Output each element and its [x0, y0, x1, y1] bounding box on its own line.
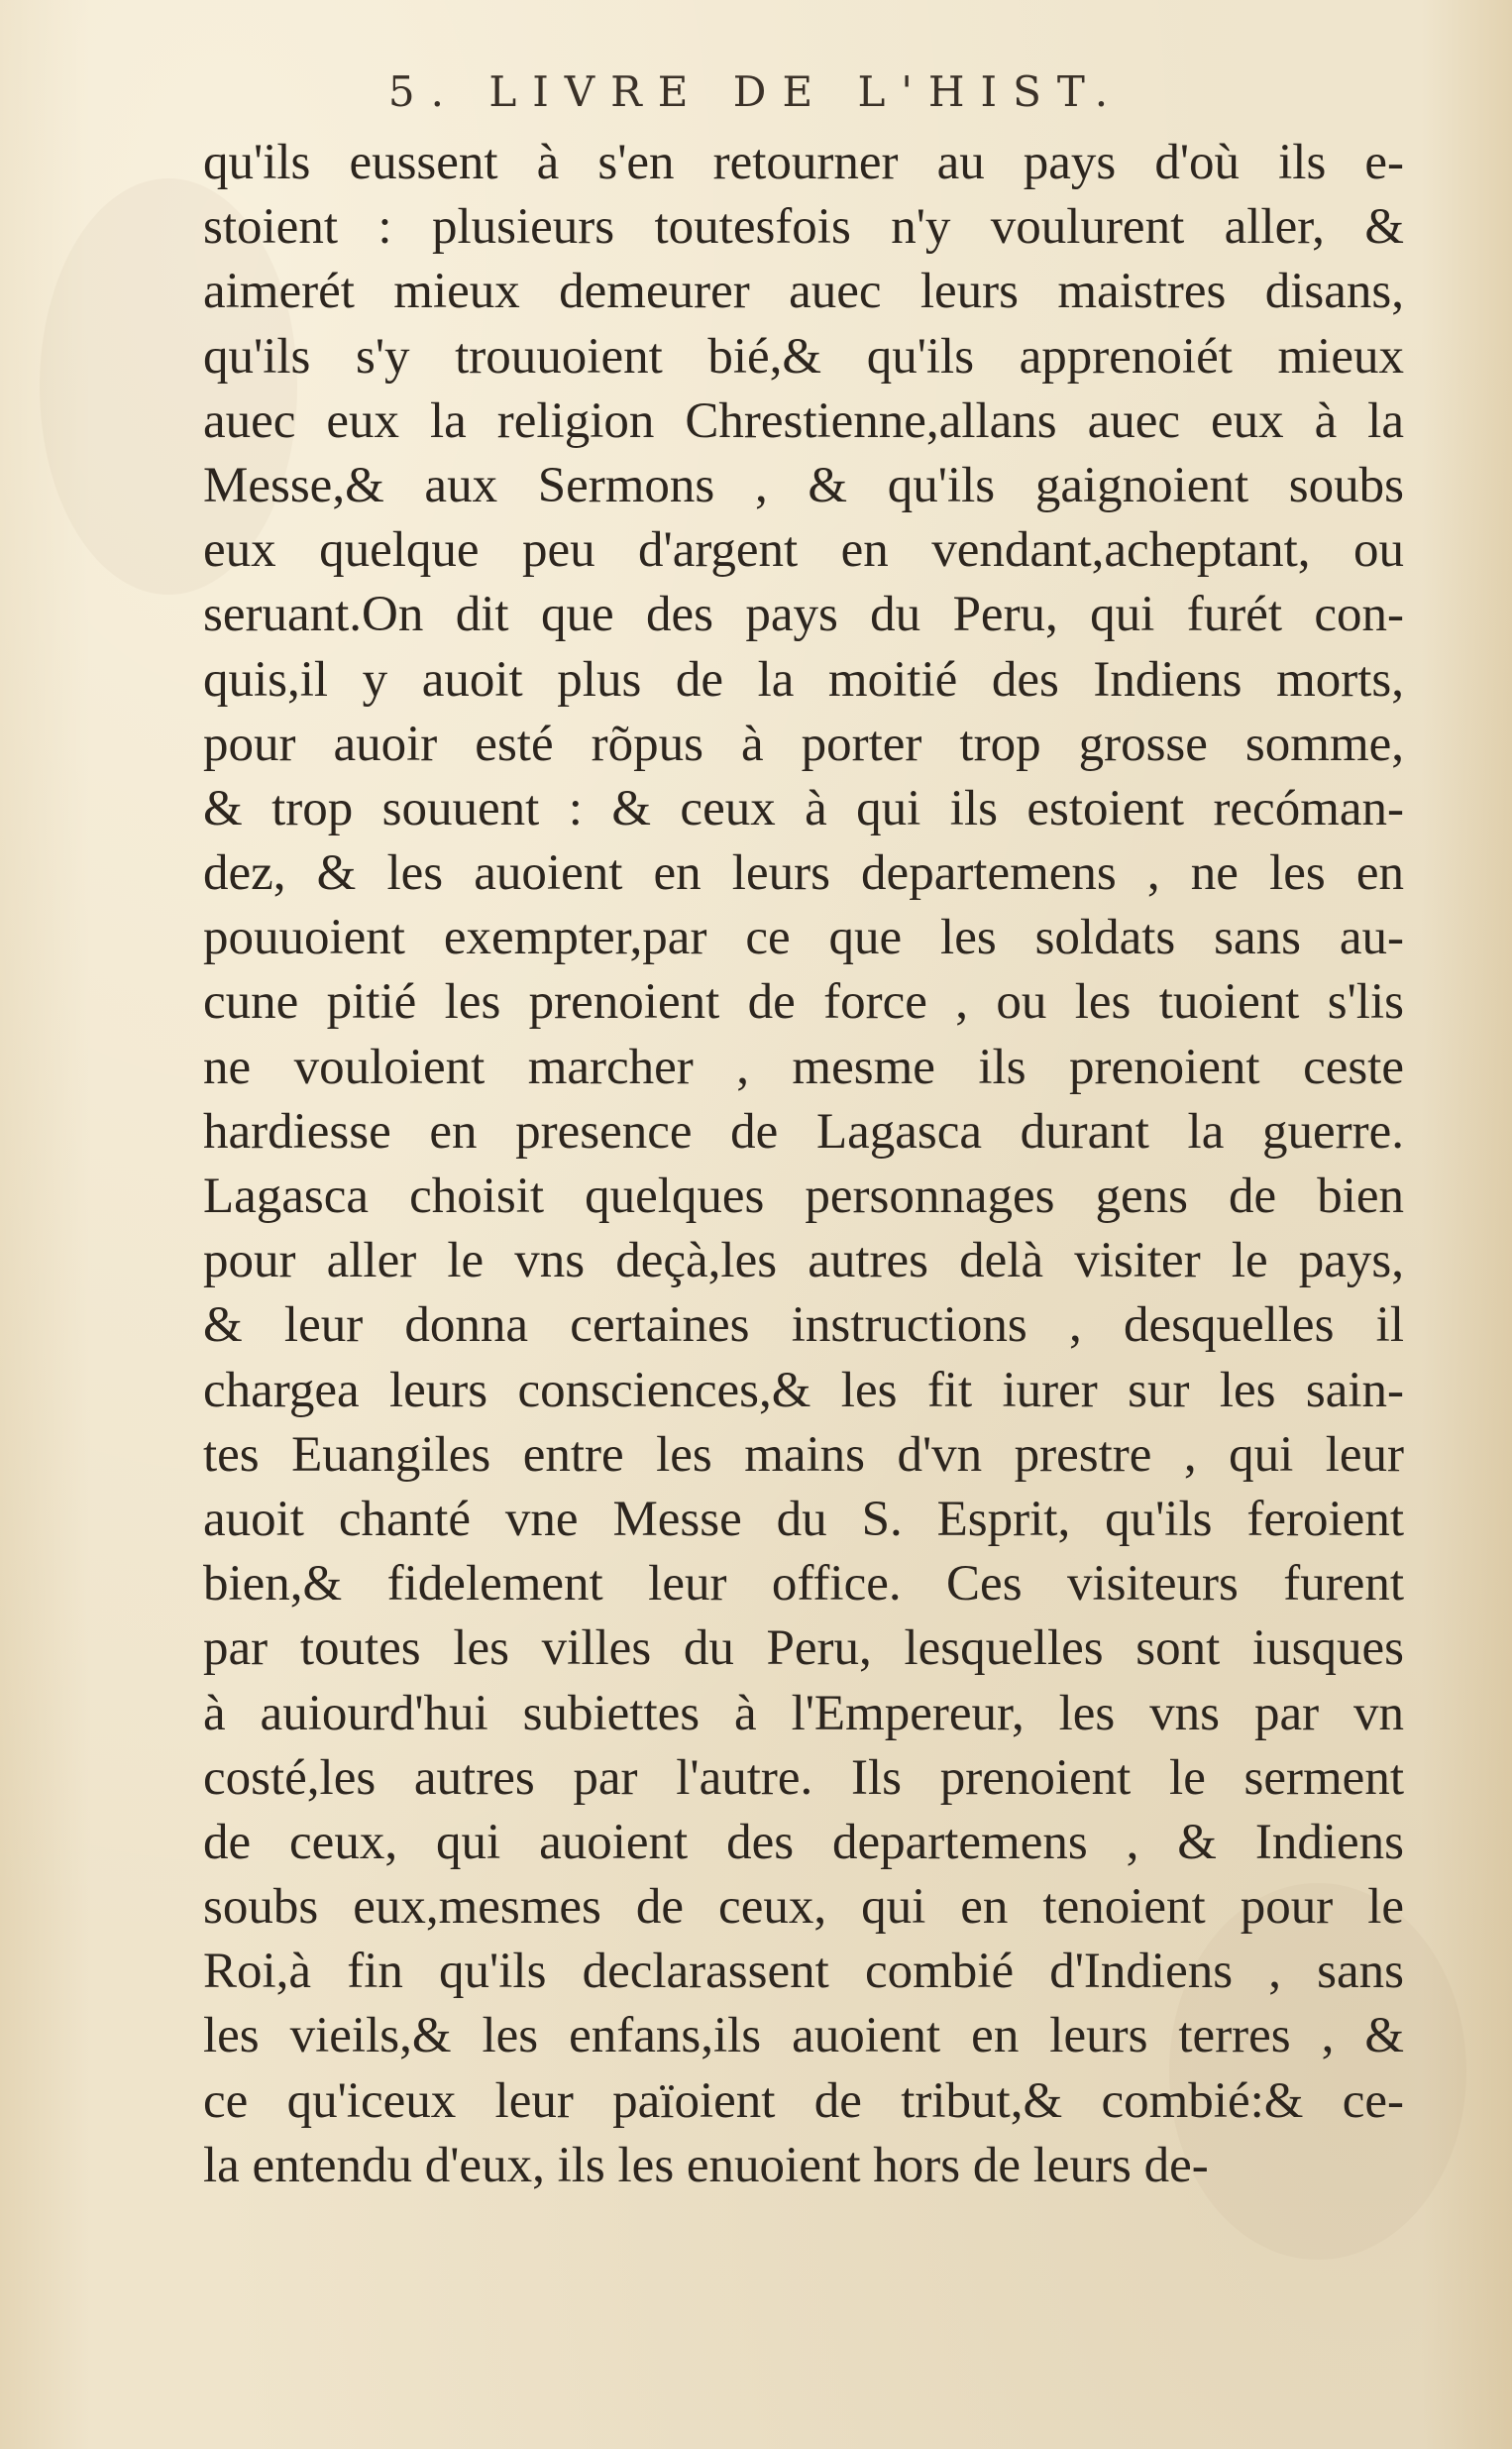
- text-line: ce qu'iceux leur païoient de tribut,& combié:& ce-: [203, 2072, 1404, 2129]
- text-line: quis,il y auoit plus de la moitié des Indiens morts,: [203, 651, 1404, 708]
- text-line: aimerét mieux demeurer auec leurs maistres disans,: [203, 264, 1404, 320]
- text-line: cune pitié les prenoient de force , ou les tuoient s'lis: [203, 974, 1404, 1031]
- text-line: Messe,& aux Sermons , & qu'ils gaignoient soubs: [203, 457, 1404, 513]
- text-line: pouuoient exempter,par ce que les soldats sans au-: [203, 910, 1404, 966]
- text-line: par toutes les villes du Peru, lesquelles sont iusques: [203, 1620, 1404, 1677]
- text-line: à auiourd'hui subiettes à l'Empereur, les vns par vn: [203, 1685, 1404, 1741]
- text-line: tes Euangiles entre les mains d'vn prestre , qui leur: [203, 1426, 1404, 1483]
- text-line: & leur donna certaines instructions , desquelles il: [203, 1297, 1404, 1354]
- text-line: dez, & les auoient en leurs departemens , ne les en: [203, 845, 1404, 902]
- text-line: les vieils,& les enfans,ils auoient en leurs terres , &: [203, 2008, 1404, 2064]
- text-line: bien,& fidelement leur office. Ces visiteurs furent: [203, 1556, 1404, 1613]
- text-line: Roi,à fin qu'ils declarassent combié d'Indiens , sans: [203, 1944, 1404, 2000]
- text-line: hardiesse en presence de Lagasca durant la guerre.: [203, 1103, 1404, 1160]
- text-line: de ceux, qui auoient des departemens , & Indiens: [203, 1814, 1404, 1870]
- body-text: [203, 131, 1404, 2198]
- text-line: costé,les autres par l'autre. Ils prenoient le serment: [203, 1749, 1404, 1806]
- text-line: pour aller le vns deçà,les autres delà visiter le pays,: [203, 1233, 1404, 1289]
- running-head: 5. LIVRE DE L'HIST.: [387, 67, 1125, 116]
- text-line: pour auoir esté rõpus à porter trop grosse somme,: [203, 716, 1404, 772]
- text-line: qu'ils s'y trouuoient bié,& qu'ils apprenoiét mieux: [203, 328, 1404, 385]
- text-line: auec eux la religion Chrestienne,allans auec eux à la: [203, 392, 1404, 449]
- text-line: & trop souuent : & ceux à qui ils estoient recóman-: [203, 780, 1404, 836]
- text-line: Lagasca choisit quelques personnages gens de bien: [203, 1169, 1404, 1224]
- text-line: soubs eux,mesmes de ceux, qui en tenoient pour le: [203, 1879, 1404, 1936]
- text-line: eux quelque peu d'argent en vendant,acheptant, ou: [203, 522, 1404, 579]
- text-line: stoient : plusieurs toutesfois n'y voulurent aller, &: [203, 199, 1404, 256]
- text-line: chargea leurs consciences,& les fit iurer sur les sain-: [203, 1362, 1404, 1418]
- text-line: la entendu d'eux, ils les enuoient hors de leurs de-: [203, 2137, 1209, 2193]
- text-line: seruant.On dit que des pays du Peru, qui furét con-: [203, 587, 1404, 643]
- text-line: ne vouloient marcher , mesme ils prenoient ceste: [203, 1039, 1404, 1095]
- text-line: auoit chanté vne Messe du S. Esprit, qu'ils feroient: [203, 1491, 1404, 1547]
- text-line: qu'ils eussent à s'en retourner au pays d'où ils e-: [203, 135, 1404, 190]
